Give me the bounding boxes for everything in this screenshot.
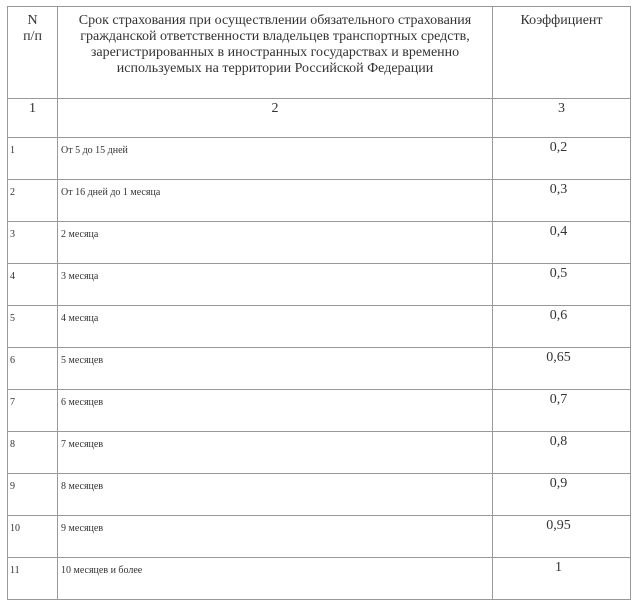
row-number: 8 xyxy=(8,432,58,474)
table-row xyxy=(8,390,631,432)
row-coefficient: 0,65 xyxy=(493,348,631,390)
row-term: 9 месяцев xyxy=(58,516,493,558)
header-coefficient: Коэффициент xyxy=(493,7,631,99)
row-coefficient: 1 xyxy=(493,558,631,600)
row-number: 9 xyxy=(8,474,58,516)
row-coefficient: 0,4 xyxy=(493,222,631,264)
column-index-row xyxy=(8,99,631,138)
column-index-1: 1 xyxy=(8,99,58,138)
row-coefficient: 0,2 xyxy=(493,138,631,180)
column-index-3: 3 xyxy=(493,99,631,138)
row-coefficient: 0,7 xyxy=(493,390,631,432)
table-row xyxy=(8,348,631,390)
table-row xyxy=(8,306,631,348)
row-number: 2 xyxy=(8,180,58,222)
row-term: 10 месяцев и более xyxy=(58,558,493,600)
row-number: 4 xyxy=(8,264,58,306)
row-coefficient: 0,9 xyxy=(493,474,631,516)
row-coefficient: 0,6 xyxy=(493,306,631,348)
table-row xyxy=(8,222,631,264)
row-term: 8 месяцев xyxy=(58,474,493,516)
row-term: 2 месяца xyxy=(58,222,493,264)
table-row xyxy=(8,138,631,180)
row-number: 11 xyxy=(8,558,58,600)
header-row xyxy=(8,7,631,99)
row-number: 5 xyxy=(8,306,58,348)
coefficient-table xyxy=(7,6,631,600)
row-coefficient: 0,3 xyxy=(493,180,631,222)
table-row xyxy=(8,474,631,516)
row-number: 10 xyxy=(8,516,58,558)
row-term: 3 месяца xyxy=(58,264,493,306)
row-term: 7 месяцев xyxy=(58,432,493,474)
table-row xyxy=(8,516,631,558)
row-term: От 16 дней до 1 месяца xyxy=(58,180,493,222)
row-number: 1 xyxy=(8,138,58,180)
row-term: 5 месяцев xyxy=(58,348,493,390)
row-coefficient: 0,5 xyxy=(493,264,631,306)
row-coefficient: 0,8 xyxy=(493,432,631,474)
table-row xyxy=(8,432,631,474)
row-term: 4 месяца xyxy=(58,306,493,348)
column-index-2: 2 xyxy=(58,99,493,138)
header-term: Срок страхования при осуществлении обязательного страхования гражданской ответственности владельцев транспортных средств, зарегистрированных в иностранных государствах и временно используемых на территории Российской Федерации xyxy=(58,7,493,99)
row-coefficient: 0,95 xyxy=(493,516,631,558)
header-number: N п/п xyxy=(8,7,58,99)
table-row xyxy=(8,264,631,306)
row-term: От 5 до 15 дней xyxy=(58,138,493,180)
table-row xyxy=(8,180,631,222)
row-number: 6 xyxy=(8,348,58,390)
row-number: 3 xyxy=(8,222,58,264)
row-number: 7 xyxy=(8,390,58,432)
row-term: 6 месяцев xyxy=(58,390,493,432)
table-row xyxy=(8,558,631,600)
